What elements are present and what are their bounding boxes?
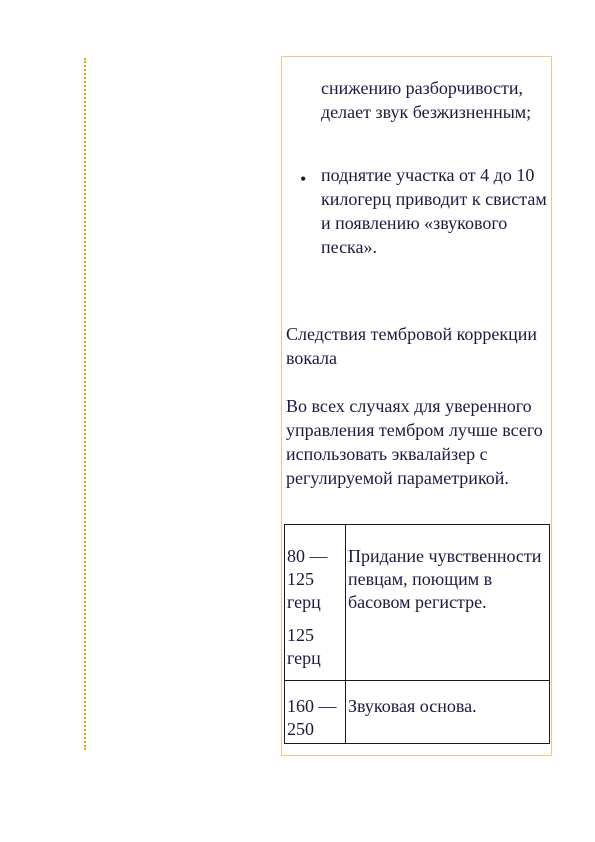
table-row bbox=[285, 681, 550, 744]
freq-range: 125 герц bbox=[287, 625, 321, 668]
margin-dotted-line bbox=[84, 58, 86, 750]
freq-cell bbox=[285, 525, 346, 681]
description-cell: Звуковая основа. bbox=[346, 681, 550, 744]
freq-cell bbox=[285, 681, 346, 744]
freq-range: 160 — 250 bbox=[287, 696, 337, 739]
bullet-icon: • bbox=[300, 169, 307, 189]
section-title: Следствия тембровой коррекции вокала bbox=[286, 324, 538, 368]
continued-list-text: снижению разборчивости, делает звук безжизненным; bbox=[321, 78, 532, 122]
bullet-item-text: поднятие участка от 4 до 10 килогерц приводит к свистам и появлению «звукового песка». bbox=[321, 165, 547, 257]
intro-paragraph: Во всех случаях для уверенного управления тембром лучше всего использовать эквалайзер с регулируемой параметрикой. bbox=[286, 396, 543, 488]
description-cell: Придание чувственности певцам, поющим в басовом регистре. bbox=[346, 525, 550, 681]
table-row bbox=[285, 525, 550, 681]
frequency-table bbox=[284, 524, 550, 744]
freq-range: 80 — 125 герц bbox=[287, 546, 328, 612]
